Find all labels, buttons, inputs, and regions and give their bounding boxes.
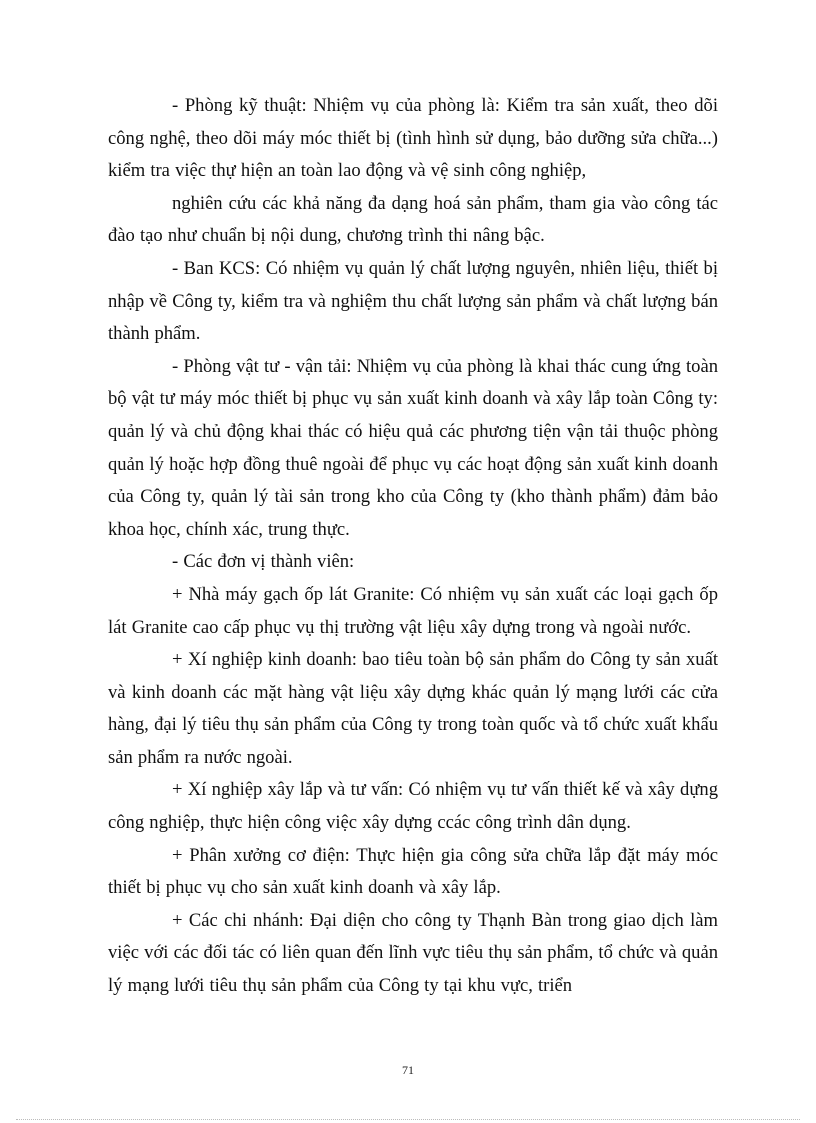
paragraph-cac-chi-nhanh: + Các chi nhánh: Đại diện cho công ty Thạnh Bàn trong giao dịch làm việc với các đối tác có liên quan đến lĩnh vực tiêu thụ sản phẩm, tổ chức và quản lý mạng lưới tiêu thụ sản phẩm của Công ty tại khu vực, triển — [108, 909, 718, 997]
page-body — [108, 90, 718, 1003]
paragraph-phong-vat-tu: - Phòng vật tư - vận tải: Nhiệm vụ của phòng là khai thác cung ứng toàn bộ vật tư máy móc thiết bị phục vụ sản xuất kinh doanh và xây lắp toàn Công ty: quản lý và chủ động khai thác có hiệu quả các phương tiện vận tải thuộc phòng quản lý hoặc hợp đồng thuê ngoài để phục vụ các hoạt động sản xuất kinh doanh của Công ty, quản lý tài sản trong kho của Công ty (kho thành phẩm) đảm bảo khoa học, chính xác, trung thực. — [108, 355, 718, 540]
paragraph-phan-xuong-co-dien: + Phân xưởng cơ điện: Thực hiện gia công sửa chữa lắp đặt máy móc thiết bị phục vụ cho sản xuất kinh doanh và xây lắp. — [108, 844, 718, 899]
paragraph-nha-may-gach: + Nhà máy gạch ốp lát Granite: Có nhiệm vụ sản xuất các loại gạch ốp lát Granite cao cấp phục vụ thị trường vật liệu xây dựng trong và ngoài nước. — [108, 583, 718, 638]
paragraph-phong-ky-thuat: - Phòng kỹ thuật: Nhiệm vụ của phòng là: Kiểm tra sản xuất, theo dõi công nghệ, theo dõi máy móc thiết bị (tình hình sử dụng, bảo dưỡng sửa chữa...) kiểm tra việc thự hiện an toàn lao động và vệ sinh công nghiệp, — [108, 95, 718, 182]
paragraph-xi-nghiep-xay-lap: + Xí nghiệp xây lắp và tư vấn: Có nhiệm vụ tư vấn thiết kế và xây dựng công nghiệp, thực hiện công việc xây dựng ccác công trình dân dụng. — [108, 779, 718, 834]
paragraph-don-vi-thanh-vien: - Các đơn vị thành viên: — [172, 551, 355, 573]
page-boundary-divider — [16, 1119, 800, 1120]
paragraph-nghien-cuu: nghiên cứu các khả năng đa dạng hoá sản phẩm, tham gia vào công tác đào tạo như chuẩn bị nội dung, chương trình thi nâng bậc. — [108, 192, 718, 247]
paragraph-ban-kcs: - Ban KCS: Có nhiệm vụ quản lý chất lượng nguyên, nhiên liệu, thiết bị nhập về Công ty, kiểm tra và nghiệm thu chất lượng sản phẩm và chất lượng bán thành phẩm. — [108, 257, 718, 345]
page-number: 71 — [402, 1063, 414, 1077]
paragraph-xi-nghiep-kinh-doanh: + Xí nghiệp kinh doanh: bao tiêu toàn bộ sản phẩm do Công ty sản xuất và kinh doanh các mặt hàng vật liệu xây dựng khác quản lý mạng lưới các cửa hàng, đại lý tiêu thụ sản phẩm của Công ty trong toàn quốc và tổ chức xuất khẩu sản phẩm ra nước ngoài. — [108, 649, 718, 768]
